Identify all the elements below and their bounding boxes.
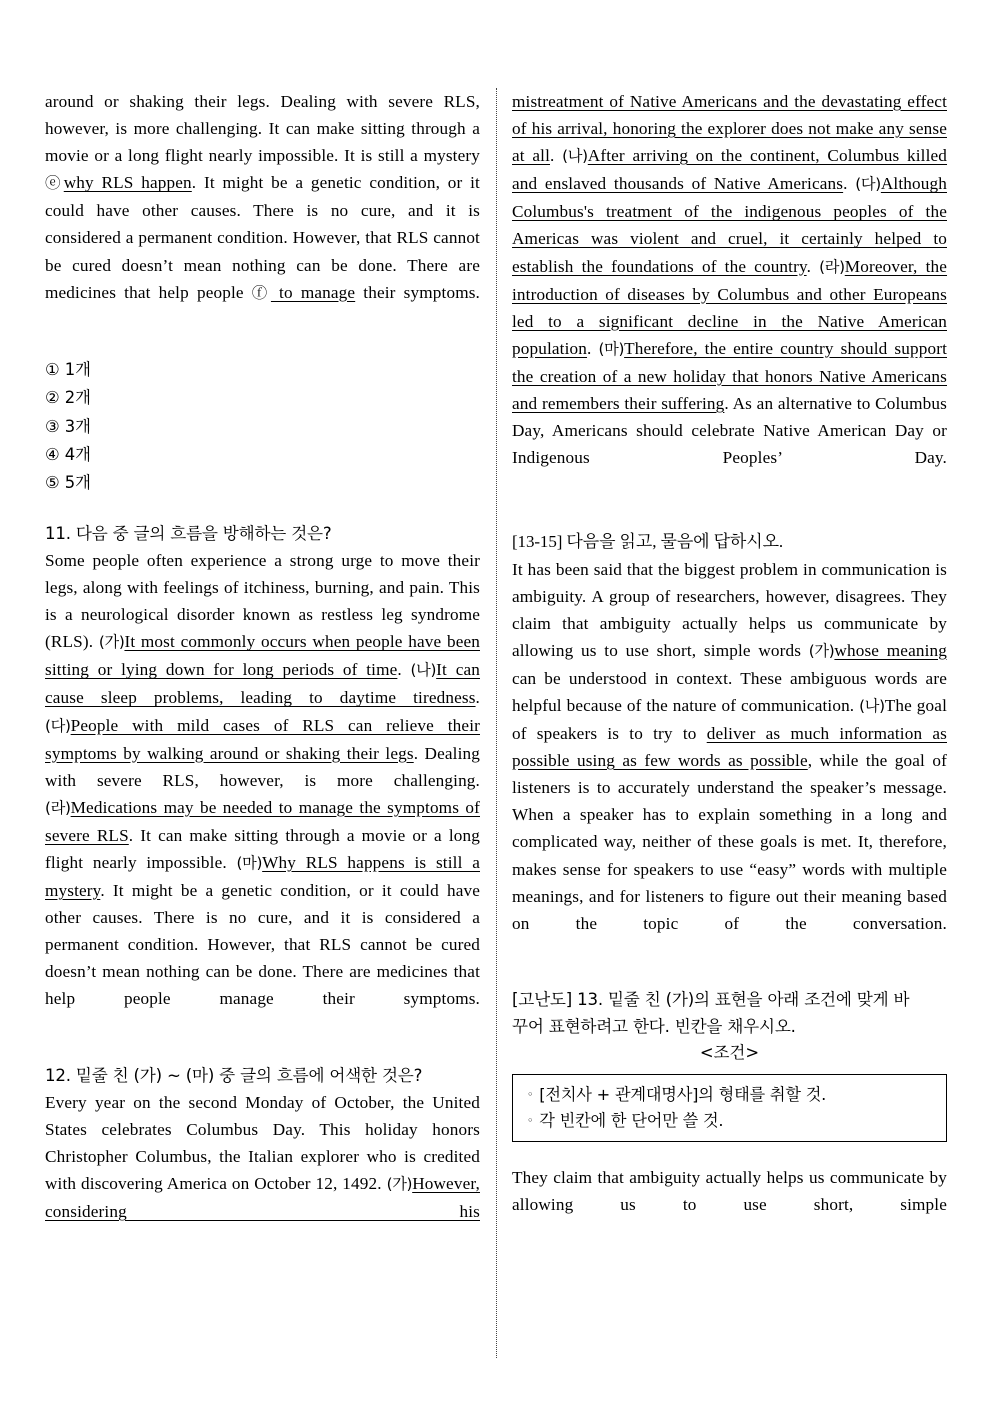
q11-underline-da: People with mild cases of RLS can relieve their symptoms by walking around or shaking their legs	[45, 715, 480, 763]
q12c-seg-1: .	[550, 146, 563, 166]
q12c-underline-ra: Moreover, the introduction of diseases by Columbus and other Europeans led to a significant decline in the Native American population	[512, 256, 948, 358]
right-column	[512, 88, 947, 1245]
choice-label: 5개	[64, 473, 91, 493]
bullet-circle-icon: ◦	[527, 1088, 534, 1102]
question-12-passage	[45, 1089, 480, 1253]
p1315-seg-7: , while the goal of listeners is to accurately understand the speaker’s message. When a speaker has to explain something in a long and complicated way, neither of these goals is met. It, therefore, makes sense for speakers to use “easy” words with multiple meanings, and for listeners to figure out their meaning based on the topic of the conversation.	[512, 751, 947, 933]
q12-seg-0: Every year on the second Monday of October, the United States celebrates Columbus Day. This holiday honors Christopher Columbus, the Italian explorer who is credited with discovering America on October 12, 1492.	[45, 1092, 480, 1194]
choice-item[interactable]	[45, 469, 480, 497]
q11-seg-12: . It can make sitting through a movie or a long flight nearly impossible.	[45, 825, 480, 872]
p1315-seg-3: can be understood in context. These ambiguous words are helpful because of the nature of communication.	[512, 668, 947, 715]
question-13-heading-line2: 꾸어 표현하려고 한다. 빈칸을 채우시오.	[512, 1017, 796, 1036]
q11-underline-ma: Why RLS happens is still a mystery	[45, 853, 480, 901]
marker-ga: (가)	[386, 1175, 413, 1194]
marker-ra: (라)	[45, 798, 71, 817]
p1315-underline-ga: whose meaning	[834, 640, 948, 660]
question-11-passage	[45, 547, 480, 1040]
column-divider	[480, 88, 512, 1358]
q12-underline-ga: However, considering his	[45, 1174, 480, 1222]
circled-marker-e: ⓔ	[45, 174, 64, 193]
condition-title: <조건>	[699, 1043, 760, 1063]
passage-seg-3: . It might be a genetic condition, or it could have other causes. There is no cure, and it is considered a permanent condition. However, that RLS cannot be cured doesn’t mean nothing can be done. There are medicines that help people	[45, 173, 480, 302]
marker-na: (나)	[859, 696, 885, 715]
choice-number: ①	[45, 359, 60, 379]
marker-da: (다)	[855, 175, 881, 194]
condition-item	[523, 1082, 936, 1108]
marker-ma: (마)	[598, 339, 625, 358]
q12c-underline-ga: mistreatment of Native Americans and the devastating effect of his arrival, honoring the explorer does not make any sense at all	[512, 92, 947, 166]
column-divider-line	[496, 88, 497, 1358]
q11-seg-0: Some people often experience a strong urge to move their legs, along with feelings of itchiness, burning, and pain. This is a neurological disorder known as restless leg syndrome (RLS).	[45, 550, 480, 652]
p1315-underline-na: deliver as much information as possible using as few words as possible	[512, 724, 947, 771]
question-13-answer-prompt: They claim that ambiguity actually helps us communicate by allowing us to use short, simple	[512, 1168, 947, 1215]
choice-item[interactable]	[45, 384, 480, 412]
question-11-heading: 11. 다음 중 글의 흐름을 방해하는 것은?	[45, 523, 332, 543]
spacer	[512, 1142, 947, 1164]
q11-seg-3: .	[397, 660, 411, 680]
choice-number: ②	[45, 388, 60, 408]
q11-seg-9: . Dealing with severe RLS, however, is more challenging.	[45, 743, 480, 790]
q12c-underline-da: Although Columbus's treatment of the indigenous peoples of the Americas was violent and cruel, it certainly helped to establish the foundations of the country	[512, 174, 947, 276]
condition-list	[523, 1082, 936, 1133]
condition-item	[523, 1108, 936, 1134]
passage-seg-6: their symptoms.	[355, 282, 480, 302]
spacer	[45, 1040, 480, 1062]
choice-label: 4개	[64, 445, 91, 465]
q12c-underline-na: After arriving on the continent, Columbus killed and enslaved thousands of Native Americans	[512, 146, 948, 194]
answer-choices-list	[45, 356, 480, 498]
choice-number: ④	[45, 445, 60, 465]
choice-label: 2개	[64, 388, 91, 408]
spacer	[512, 498, 947, 528]
marker-na: (나)	[562, 147, 588, 166]
marker-na: (나)	[410, 661, 437, 680]
spacer	[512, 964, 947, 986]
q12c-seg-7: .	[806, 256, 820, 276]
marker-ga: (가)	[98, 633, 125, 652]
condition-box	[512, 1074, 947, 1142]
passage-underline-2: to manage	[270, 282, 356, 302]
choice-label: 3개	[64, 416, 91, 436]
passage-13-15-text	[512, 556, 947, 964]
choice-item[interactable]	[45, 441, 480, 469]
question-12-heading: 12. 밑줄 친 (가) ~ (마) 중 글의 흐름에 어색한 것은?	[45, 1065, 423, 1085]
marker-ra: (라)	[819, 257, 845, 276]
condition-text: 각 빈칸에 한 단어만 쓸 것.	[539, 1110, 724, 1130]
left-column	[45, 88, 480, 1252]
p1315-seg-5: The goal of speakers is to try to	[512, 695, 948, 744]
marker-ma: (마)	[236, 854, 263, 872]
condition-text: [전치사 + 관계대명사]의 형태를 취할 것.	[539, 1085, 827, 1105]
passage-continuation-text	[45, 88, 480, 334]
passage-13-15-heading: [13-15] 다음을 읽고, 물음에 답하시오.	[512, 532, 784, 552]
two-column-layout	[45, 88, 947, 1358]
q11-seg-15: . It might be a genetic condition, or it could have other causes. There is no cure, and it is considered a permanent condition. However, that RLS cannot be cured doesn’t mean nothing can be done. There are medicines that help people manage their symptoms.	[45, 881, 480, 1009]
spacer	[45, 498, 480, 520]
question-12-passage-continued	[512, 88, 947, 498]
q12c-seg-13: . As an alternative to Columbus Day, Americans should celebrate Native American Day or Indigenous Peoples’ Day.	[512, 394, 947, 468]
choice-number: ③	[45, 416, 60, 436]
bullet-circle-icon: ◦	[527, 1113, 534, 1127]
passage-underline-1: why RLS happen	[63, 173, 192, 193]
choice-item[interactable]	[45, 413, 480, 441]
marker-da: (다)	[45, 716, 71, 735]
q12c-underline-ma: Therefore, the entire country should support the creation of a new holiday that honors Native Americans and remembers their suffering	[512, 338, 948, 414]
marker-ga: (가)	[808, 641, 835, 660]
choice-label: 1개	[64, 359, 91, 379]
choice-number: ⑤	[45, 473, 60, 493]
q12c-seg-4: .	[843, 174, 856, 194]
q11-underline-ra: Medications may be needed to manage the symptoms of severe RLS	[45, 797, 480, 845]
passage-seg-0: around or shaking their legs. Dealing with severe RLS, however, is more challenging. It can make sitting through a movie or a long flight nearly impossible. It is still a mystery	[45, 92, 480, 166]
q11-seg-6: .	[475, 688, 480, 708]
p1315-seg-0: It has been said that the biggest problem in communication is ambiguity. A group of researchers, however, disagrees. They claim that ambiguity actually helps us communicate by allowing us to use short, simple words	[512, 559, 947, 660]
spacer	[45, 334, 480, 356]
q11-underline-na: It can cause sleep problems, leading to daytime tiredness	[45, 660, 480, 708]
question-13-heading-line1: [고난도] 13. 밑줄 친 (가)의 표현을 아래 조건에 맞게 바	[512, 989, 910, 1009]
q11-underline-ga: It most commonly occurs when people have been sitting or lying down for long periods of time	[45, 632, 480, 680]
choice-item[interactable]	[45, 356, 480, 384]
circled-marker-f: ⓕ	[251, 283, 271, 302]
q12c-seg-10: .	[587, 338, 599, 358]
